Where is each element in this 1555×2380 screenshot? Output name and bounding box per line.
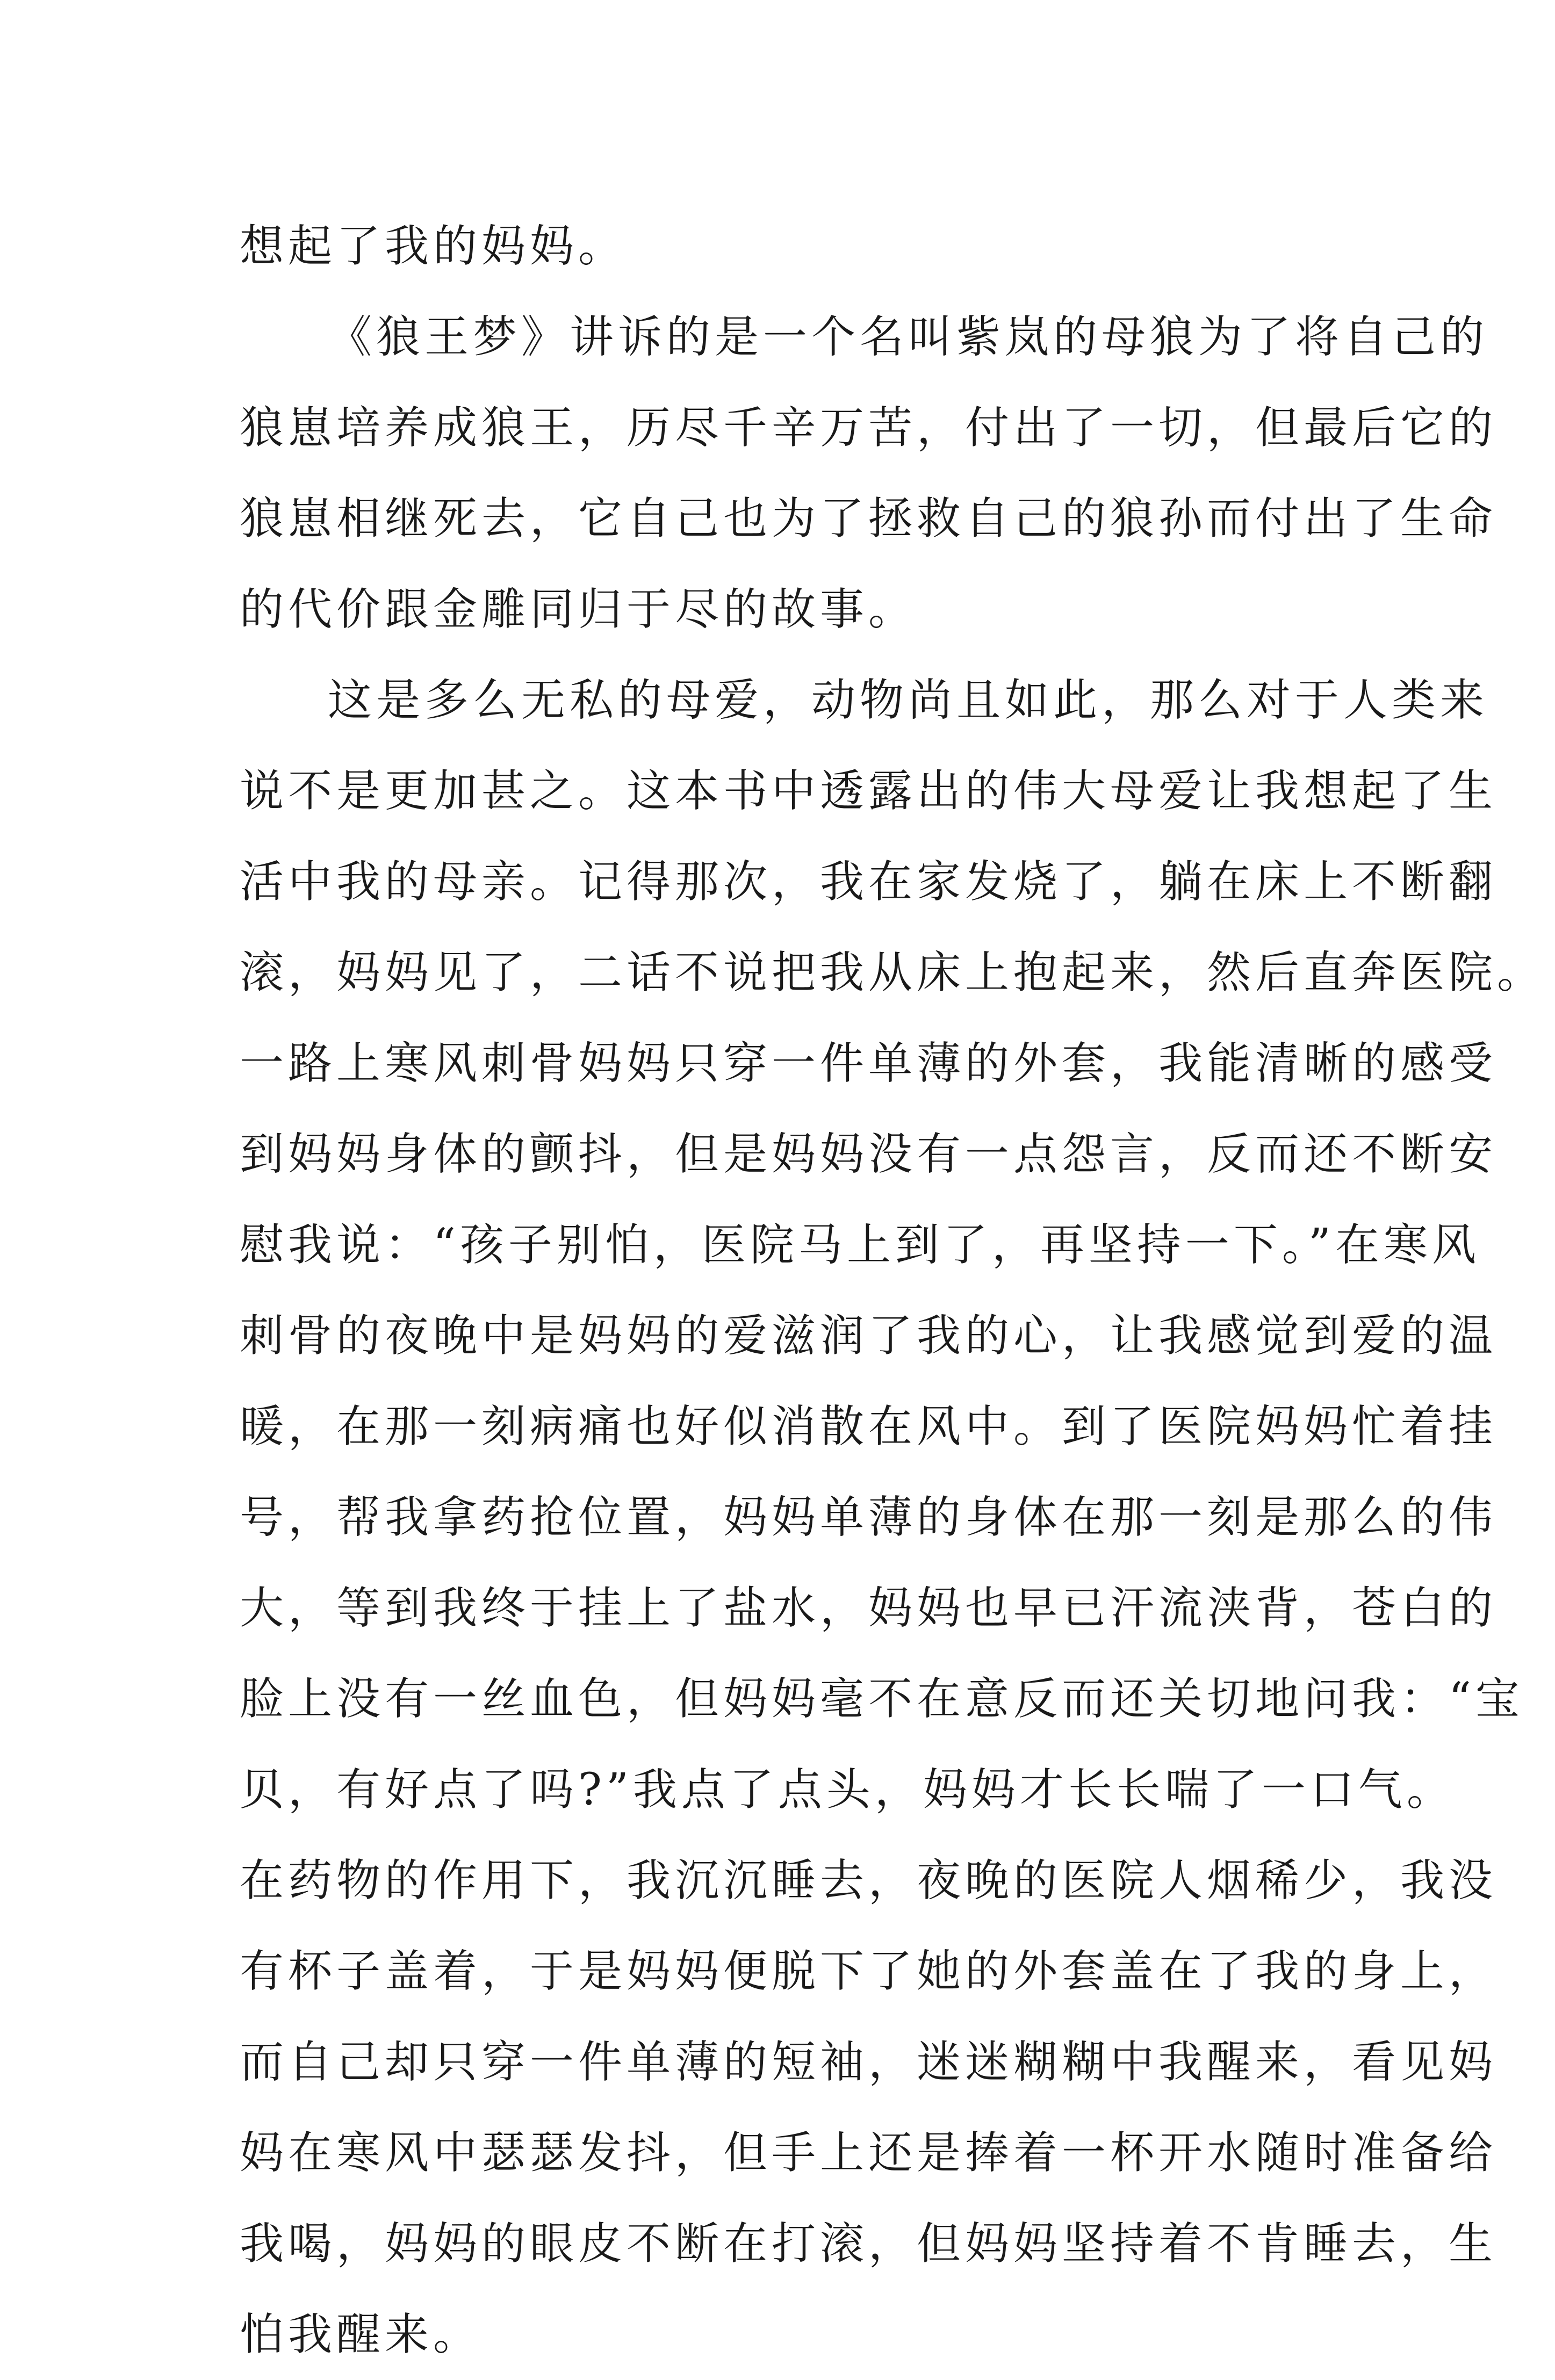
text-line: 慰我说：“孩子别怕，医院马上到了，再坚持一下。”在寒风 (240, 1220, 1480, 1271)
text-line: 想起了我的妈妈。 (240, 221, 627, 272)
text-line: 在药物的作用下，我沉沉睡去，夜晚的医院人烟稀少，我没 (240, 1855, 1498, 1906)
body-text (240, 201, 1546, 2380)
text-line: 说不是更加甚之。这本书中透露出的伟大母爱让我想起了生 (240, 766, 1498, 817)
text-line: 一路上寒风刺骨妈妈只穿一件单薄的外套，我能清晰的感受 (240, 1038, 1498, 1089)
text-line: 滚，妈妈见了，二话不说把我从床上抱起来，然后直奔医院。 (240, 947, 1546, 998)
text-line: 活中我的母亲。记得那次，我在家发烧了，躺在床上不断翻 (240, 856, 1498, 907)
text-line: 狼崽相继死去，它自己也为了拯救自己的狼孙而付出了生命 (240, 493, 1498, 544)
text-line: 暖，在那一刻病痛也好似消散在风中。到了医院妈妈忙着挂 (240, 1401, 1498, 1452)
text-line: 狼崽培养成狼王，历尽千辛万苦，付出了一切，但最后它的 (240, 402, 1498, 453)
text-line: 脸上没有一丝血色，但妈妈毫不在意反而还关切地问我：“宝 (240, 1674, 1524, 1725)
text-line: 的代价跟金雕同归于尽的故事。 (240, 584, 917, 635)
text-line: 刺骨的夜晚中是妈妈的爱滋润了我的心，让我感觉到爱的温 (240, 1310, 1498, 1361)
text-line: 我喝，妈妈的眼皮不断在打滚，但妈妈坚持着不肯睡去，生 (240, 2218, 1498, 2269)
text-line: 大，等到我终于挂上了盐水，妈妈也早已汗流浃背，苍白的 (240, 1583, 1498, 1634)
text-line: 贝，有好点了吗?”我点了点头，妈妈才长长喘了一口气。 (240, 1764, 1455, 1815)
text-line: 有杯子盖着，于是妈妈便脱下了她的外套盖在了我的身上， (240, 1946, 1498, 1997)
paragraph-start-line: 《狼王梦》讲诉的是一个名叫紫岚的母狼为了将自己的 (328, 312, 1489, 363)
text-line: 妈在寒风中瑟瑟发抖，但手上还是捧着一杯开水随时准备给 (240, 2127, 1498, 2179)
text-line: 号，帮我拿药抢位置，妈妈单薄的身体在那一刻是那么的伟 (240, 1492, 1498, 1543)
text-line: 怕我醒来。 (240, 2309, 482, 2360)
text-line: 到妈妈身体的颤抖，但是妈妈没有一点怨言，反而还不断安 (240, 1129, 1498, 1180)
paragraph-start-line: 这是多么无私的母爱，动物尚且如此，那么对于人类来 (328, 675, 1489, 726)
text-line: 而自己却只穿一件单薄的短袖，迷迷糊糊中我醒来，看见妈 (240, 2037, 1498, 2088)
